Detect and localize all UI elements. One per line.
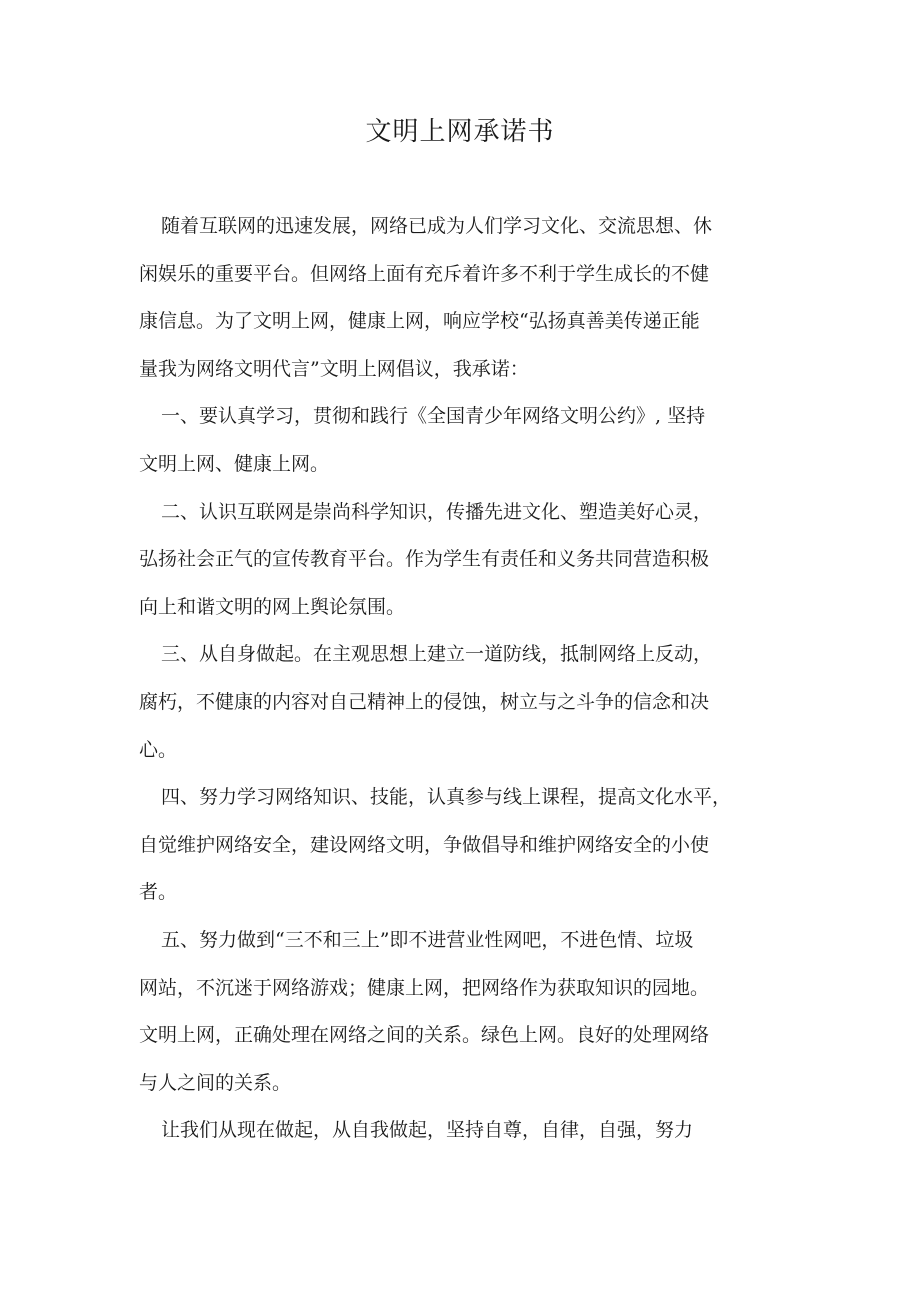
body-line: 与人之间的关系。: [139, 1071, 292, 1094]
body-line: 三、从自身做起。在主观思想上建立一道防线，抵制网络上反动，: [161, 643, 713, 666]
body-line: 量我为网络文明代言”文明上网倡议，我承诺：: [139, 357, 529, 380]
body-line: 心。: [139, 738, 178, 761]
body-line: 四、努力学习网络知识、技能，认真参与线上课程，提高文化水平，: [161, 786, 732, 809]
body-line: 文明上网，正确处理在网络之间的关系。绿色上网。良好的处理网络: [139, 1024, 710, 1047]
body-line: 康信息。为了文明上网，健康上网，响应学校“弘扬真善美传递正能: [139, 310, 700, 333]
body-line: 让我们从现在做起，从自我做起，坚持自尊，自律，自强，努力: [161, 1119, 694, 1142]
body-line: 网站，不沉迷于网络游戏；健康上网，把网络作为获取知识的园地。: [139, 976, 710, 999]
body-line: 五、努力做到“三不和三上”即不进营业性网吧，不进色情、垃圾: [161, 928, 694, 951]
body-line: 向上和谐文明的网上舆论氛围。: [139, 595, 406, 618]
document-title: 文明上网承诺书: [365, 117, 555, 147]
body-line: 者。: [139, 881, 178, 904]
body-line: 一、要认真学习，贯彻和践行《全国青少年网络文明公约》, 坚持: [161, 405, 706, 428]
body-line: 二、认识互联网是崇尚科学知识，传播先进文化、塑造美好心灵，: [161, 500, 713, 523]
body-line: 弘扬社会正气的宣传教育平台。作为学生有责任和义务共同营造积极: [139, 548, 710, 571]
body-line: 随着互联网的迅速发展，网络已成为人们学习文化、交流思想、休: [161, 215, 713, 237]
body-line: 腐朽，不健康的内容对自己精神上的侵蚀，树立与之斗争的信念和决: [139, 690, 710, 713]
document-body: [139, 206, 749, 1158]
body-line: 闲娱乐的重要平台。但网络上面有充斥着许多不利于学生成长的不健: [139, 262, 710, 285]
body-line: 文明上网、健康上网。: [139, 452, 330, 475]
body-line: 自觉维护网络安全，建设网络文明，争做倡导和维护网络安全的小使: [139, 833, 710, 856]
